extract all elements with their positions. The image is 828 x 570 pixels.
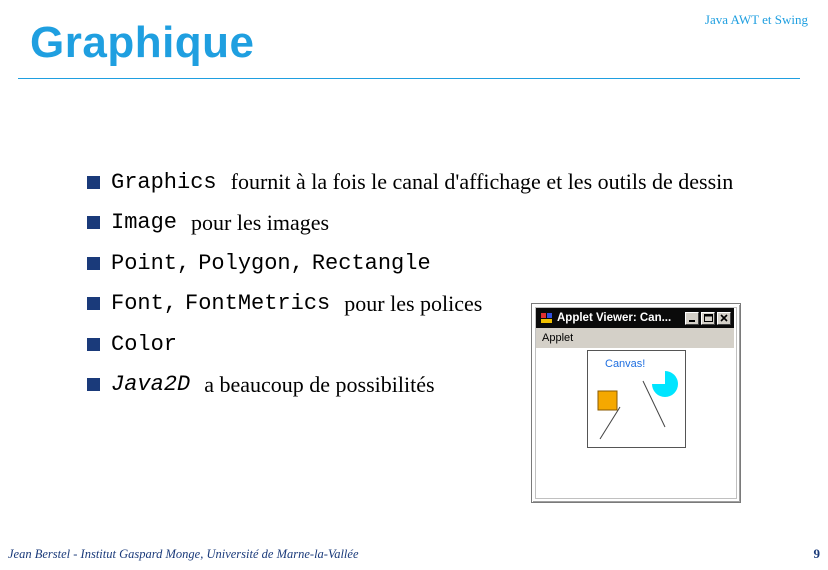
class-name: Image	[111, 210, 178, 236]
minimize-icon[interactable]	[685, 312, 699, 325]
separator: ,	[177, 250, 191, 276]
canvas-label: Canvas!	[605, 358, 646, 370]
applet-menu[interactable]	[536, 328, 734, 348]
window-titlebar	[536, 308, 734, 328]
separator: ,	[290, 250, 304, 276]
applet-viewer-screenshot	[531, 303, 741, 503]
square-bullet-icon	[87, 176, 100, 189]
drawing-canvas	[587, 350, 686, 448]
class-name: Rectangle	[311, 250, 431, 276]
bullet-text: fournit à la fois le canal d'affichage et les outils de dessin	[230, 169, 734, 195]
java-icon	[540, 311, 554, 325]
square-bullet-icon	[87, 257, 100, 270]
bullet-image	[87, 203, 733, 244]
diagonal-line	[600, 407, 620, 439]
maximize-icon[interactable]	[701, 312, 715, 325]
bullet-graphics	[87, 162, 733, 203]
filled-square	[598, 391, 617, 410]
class-name: Point	[111, 250, 178, 276]
bullet-text: a beaucoup de possibilités	[204, 371, 435, 397]
title-divider	[18, 78, 800, 79]
separator: ,	[163, 291, 178, 317]
class-name: Polygon	[198, 250, 291, 276]
bullet-text: pour les polices	[344, 290, 483, 316]
square-bullet-icon	[87, 338, 100, 351]
footer-author: Jean Berstel - Institut Gaspard Monge, Université de Marne-la-Vallée	[8, 547, 359, 561]
window-title: Applet Viewer: Can...	[557, 312, 672, 324]
pie-shape	[652, 371, 678, 397]
class-name: FontMetrics	[185, 291, 331, 317]
slide-title: Graphique	[30, 18, 255, 67]
bullet-text: pour les images	[191, 209, 330, 235]
bullet-shapes	[87, 243, 733, 284]
page-number: 9	[813, 546, 820, 561]
close-icon[interactable]	[717, 312, 731, 325]
course-header: Java AWT et Swing	[704, 12, 808, 27]
menu-applet[interactable]: Applet	[542, 332, 574, 344]
class-name: Color	[111, 331, 178, 357]
square-bullet-icon	[87, 216, 100, 229]
class-name: Java2D	[111, 372, 191, 398]
square-bullet-icon	[87, 297, 100, 310]
square-bullet-icon	[87, 378, 100, 391]
class-name: Graphics	[111, 169, 217, 195]
class-name: Font	[111, 291, 164, 317]
